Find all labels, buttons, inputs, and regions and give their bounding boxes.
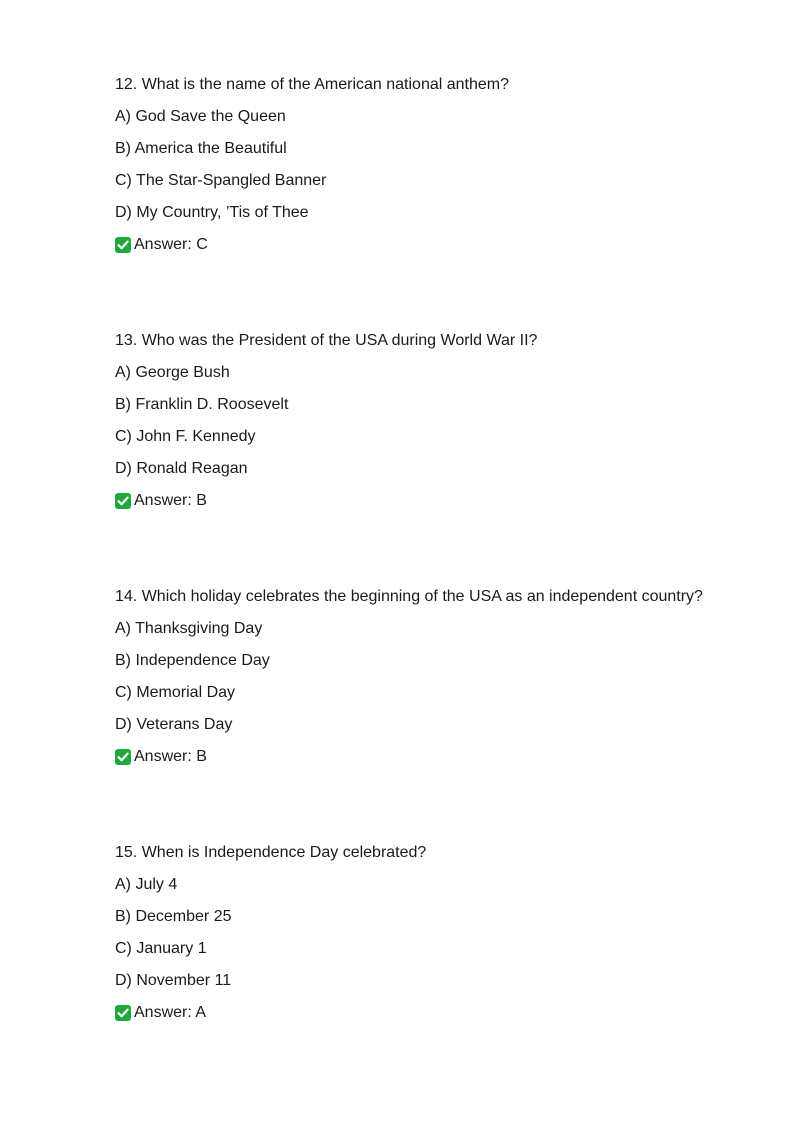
option-a: A) July 4	[115, 876, 178, 893]
option-b: B) America the Beautiful	[115, 140, 287, 157]
option-c: C) The Star-Spangled Banner	[115, 172, 327, 189]
check-mark-button-icon	[115, 493, 131, 509]
question-text: 12. What is the name of the American national anthem?	[115, 76, 510, 93]
option-c: C) John F. Kennedy	[115, 428, 256, 445]
option-a: A) George Bush	[115, 364, 230, 381]
question-text: 14. Which holiday celebrates the beginning of the USA as an independent country?	[115, 588, 703, 605]
option-a: A) God Save the Queen	[115, 108, 286, 125]
question-text: 15. When is Independence Day celebrated?	[115, 844, 427, 861]
check-mark-button-icon	[115, 1005, 131, 1021]
answer-text: Answer: B	[134, 748, 207, 765]
question-block-13	[115, 325, 755, 517]
check-mark-button-icon	[115, 749, 131, 765]
answer-text: Answer: C	[134, 236, 208, 253]
option-c: C) Memorial Day	[115, 684, 236, 701]
option-c: C) January 1	[115, 940, 207, 957]
option-d: D) November 11	[115, 972, 232, 989]
option-b: B) Franklin D. Roosevelt	[115, 396, 289, 413]
answer-text: Answer: A	[134, 1004, 207, 1021]
check-mark-button-icon	[115, 237, 131, 253]
answer-line	[115, 997, 755, 1029]
answer-line	[115, 229, 755, 261]
question-block-15	[115, 837, 755, 1029]
option-d: D) Ronald Reagan	[115, 460, 248, 477]
option-d: D) My Country, ’Tis of Thee	[115, 204, 309, 221]
option-b: B) Independence Day	[115, 652, 270, 669]
question-text: 13. Who was the President of the USA during World War II?	[115, 332, 538, 349]
answer-text: Answer: B	[134, 492, 207, 509]
answer-line	[115, 741, 755, 773]
option-d: D) Veterans Day	[115, 716, 233, 733]
option-b: B) December 25	[115, 908, 232, 925]
answer-line	[115, 485, 755, 517]
question-block-14	[115, 581, 755, 773]
option-a: A) Thanksgiving Day	[115, 620, 263, 637]
question-block-12	[115, 69, 755, 261]
